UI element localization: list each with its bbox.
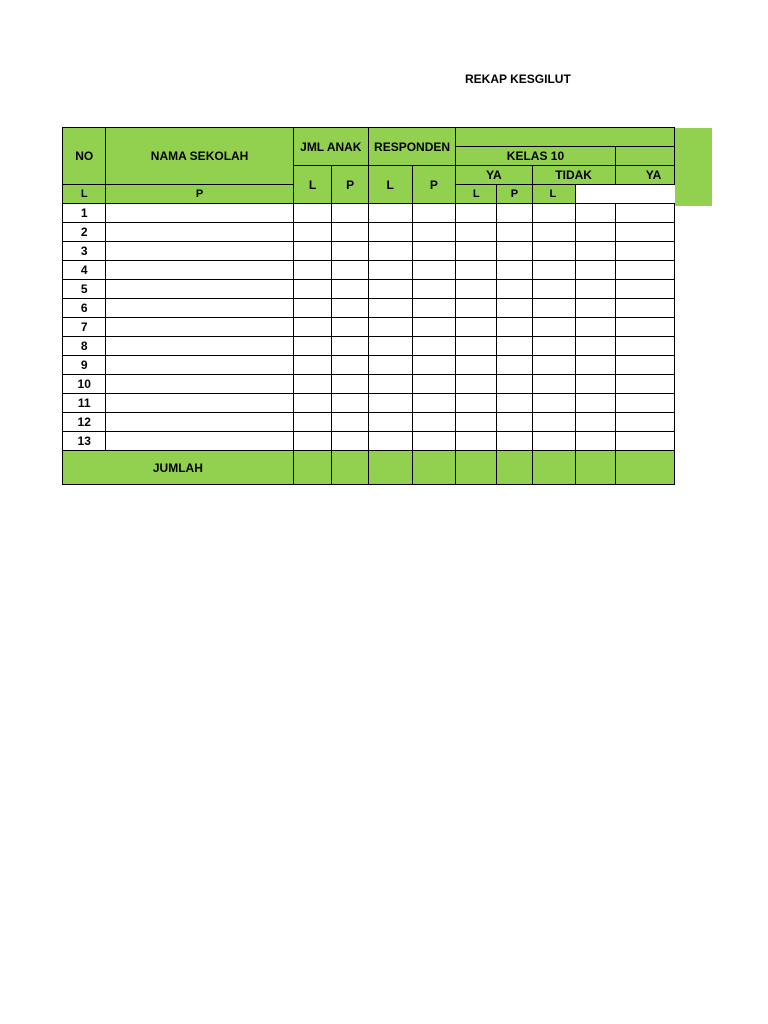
data-cell[interactable] bbox=[497, 337, 532, 356]
data-cell[interactable] bbox=[368, 299, 412, 318]
data-cell[interactable] bbox=[532, 261, 575, 280]
row-number: 10 bbox=[63, 375, 106, 394]
data-cell[interactable] bbox=[368, 261, 412, 280]
table-row bbox=[63, 356, 675, 375]
data-cell[interactable] bbox=[575, 242, 615, 261]
data-cell[interactable] bbox=[332, 242, 369, 261]
row-number: 8 bbox=[63, 337, 106, 356]
footer-cell bbox=[412, 451, 456, 485]
data-cell[interactable] bbox=[456, 280, 497, 299]
row-number: 2 bbox=[63, 223, 106, 242]
data-cell[interactable] bbox=[368, 356, 412, 375]
school-name-cell[interactable] bbox=[106, 413, 293, 432]
data-cell[interactable] bbox=[497, 280, 532, 299]
footer-jumlah: JUMLAH bbox=[63, 451, 294, 485]
data-cell[interactable] bbox=[332, 204, 369, 223]
school-name-cell[interactable] bbox=[106, 337, 293, 356]
data-cell[interactable] bbox=[575, 337, 615, 356]
data-cell[interactable] bbox=[412, 432, 456, 451]
row-number: 12 bbox=[63, 413, 106, 432]
header-responden: RESPONDEN bbox=[368, 128, 455, 166]
data-cell[interactable] bbox=[293, 318, 332, 337]
data-cell[interactable] bbox=[615, 242, 674, 261]
data-cell[interactable] bbox=[332, 432, 369, 451]
data-cell[interactable] bbox=[368, 242, 412, 261]
data-cell[interactable] bbox=[332, 280, 369, 299]
data-cell[interactable] bbox=[368, 204, 412, 223]
header-nama-sekolah: NAMA SEKOLAH bbox=[106, 128, 293, 185]
footer-cell bbox=[293, 451, 332, 485]
row-number: 9 bbox=[63, 356, 106, 375]
table-row bbox=[63, 261, 675, 280]
data-cell[interactable] bbox=[532, 413, 575, 432]
data-cell[interactable] bbox=[575, 204, 615, 223]
footer-cell bbox=[456, 451, 497, 485]
data-cell[interactable] bbox=[497, 394, 532, 413]
data-cell[interactable] bbox=[412, 204, 456, 223]
data-cell[interactable] bbox=[412, 413, 456, 432]
header-ya-l: L bbox=[63, 185, 106, 204]
header-kelas-next bbox=[615, 147, 674, 166]
school-name-cell[interactable] bbox=[106, 261, 293, 280]
data-cell[interactable] bbox=[615, 337, 674, 356]
data-cell[interactable] bbox=[456, 413, 497, 432]
data-cell[interactable] bbox=[368, 280, 412, 299]
data-cell[interactable] bbox=[412, 356, 456, 375]
data-cell[interactable] bbox=[293, 261, 332, 280]
row-number: 4 bbox=[63, 261, 106, 280]
footer-cell bbox=[368, 451, 412, 485]
data-cell[interactable] bbox=[332, 261, 369, 280]
data-cell[interactable] bbox=[615, 432, 674, 451]
school-name-cell[interactable] bbox=[106, 356, 293, 375]
table-row bbox=[63, 394, 675, 413]
table-row bbox=[63, 375, 675, 394]
data-cell[interactable] bbox=[412, 280, 456, 299]
school-name-cell[interactable] bbox=[106, 223, 293, 242]
data-cell[interactable] bbox=[615, 375, 674, 394]
header-jml-anak-p: P bbox=[332, 166, 369, 204]
data-cell[interactable] bbox=[332, 375, 369, 394]
data-cell[interactable] bbox=[497, 242, 532, 261]
data-cell[interactable] bbox=[532, 242, 575, 261]
data-cell[interactable] bbox=[615, 280, 674, 299]
data-cell[interactable] bbox=[497, 204, 532, 223]
sheet-title: REKAP KESGILUT bbox=[465, 72, 571, 86]
table-row bbox=[63, 223, 675, 242]
data-cell[interactable] bbox=[456, 204, 497, 223]
data-cell[interactable] bbox=[293, 394, 332, 413]
data-cell[interactable] bbox=[532, 432, 575, 451]
data-cell[interactable] bbox=[293, 432, 332, 451]
data-cell[interactable] bbox=[368, 413, 412, 432]
table-row bbox=[63, 337, 675, 356]
school-name-cell[interactable] bbox=[106, 299, 293, 318]
data-cell[interactable] bbox=[412, 318, 456, 337]
header-next-l: L bbox=[532, 185, 575, 204]
data-cell[interactable] bbox=[532, 223, 575, 242]
data-cell[interactable] bbox=[332, 394, 369, 413]
table-row bbox=[63, 299, 675, 318]
table-row bbox=[63, 280, 675, 299]
header-jml-anak: JML ANAK bbox=[293, 128, 368, 166]
data-cell[interactable] bbox=[575, 223, 615, 242]
data-cell[interactable] bbox=[497, 318, 532, 337]
data-cell[interactable] bbox=[615, 223, 674, 242]
data-cell[interactable] bbox=[532, 394, 575, 413]
header-ya-next: YA bbox=[615, 166, 674, 185]
table-row bbox=[63, 242, 675, 261]
data-cell[interactable] bbox=[575, 280, 615, 299]
data-cell[interactable] bbox=[293, 299, 332, 318]
school-name-cell[interactable] bbox=[106, 242, 293, 261]
data-cell[interactable] bbox=[412, 375, 456, 394]
row-number: 3 bbox=[63, 242, 106, 261]
data-cell[interactable] bbox=[293, 223, 332, 242]
table-body bbox=[63, 204, 675, 451]
data-cell[interactable] bbox=[615, 299, 674, 318]
data-cell[interactable] bbox=[575, 432, 615, 451]
rekap-table-viewport bbox=[62, 127, 675, 493]
data-cell[interactable] bbox=[532, 280, 575, 299]
footer-cell bbox=[497, 451, 532, 485]
school-name-cell[interactable] bbox=[106, 375, 293, 394]
school-name-cell[interactable] bbox=[106, 204, 293, 223]
data-cell[interactable] bbox=[332, 413, 369, 432]
data-cell[interactable] bbox=[293, 242, 332, 261]
data-cell[interactable] bbox=[532, 337, 575, 356]
footer-cell bbox=[532, 451, 575, 485]
data-cell[interactable] bbox=[615, 261, 674, 280]
school-name-cell[interactable] bbox=[106, 280, 293, 299]
data-cell[interactable] bbox=[293, 280, 332, 299]
header-tidak-p: P bbox=[497, 185, 532, 204]
header-fill-overflow bbox=[675, 128, 712, 206]
data-cell[interactable] bbox=[456, 375, 497, 394]
header-tidak-l: L bbox=[456, 185, 497, 204]
data-cell[interactable] bbox=[456, 261, 497, 280]
data-cell[interactable] bbox=[368, 318, 412, 337]
row-number: 13 bbox=[63, 432, 106, 451]
data-cell[interactable] bbox=[456, 356, 497, 375]
data-cell[interactable] bbox=[456, 318, 497, 337]
data-cell[interactable] bbox=[497, 299, 532, 318]
data-cell[interactable] bbox=[412, 337, 456, 356]
data-cell[interactable] bbox=[412, 261, 456, 280]
data-cell[interactable] bbox=[332, 318, 369, 337]
data-cell[interactable] bbox=[332, 337, 369, 356]
header-jml-anak-l: L bbox=[293, 166, 332, 204]
data-cell[interactable] bbox=[368, 337, 412, 356]
footer-cell bbox=[615, 451, 674, 485]
school-name-cell[interactable] bbox=[106, 394, 293, 413]
row-number: 1 bbox=[63, 204, 106, 223]
data-cell[interactable] bbox=[293, 337, 332, 356]
row-number: 5 bbox=[63, 280, 106, 299]
data-cell[interactable] bbox=[456, 337, 497, 356]
data-cell[interactable] bbox=[368, 375, 412, 394]
data-cell[interactable] bbox=[412, 242, 456, 261]
data-cell[interactable] bbox=[615, 204, 674, 223]
table-row bbox=[63, 204, 675, 223]
data-cell[interactable] bbox=[412, 394, 456, 413]
school-name-cell[interactable] bbox=[106, 318, 293, 337]
data-cell[interactable] bbox=[532, 356, 575, 375]
data-cell[interactable] bbox=[332, 223, 369, 242]
data-cell[interactable] bbox=[575, 413, 615, 432]
data-cell[interactable] bbox=[615, 394, 674, 413]
footer-cell bbox=[575, 451, 615, 485]
table-row bbox=[63, 432, 675, 451]
data-cell[interactable] bbox=[456, 394, 497, 413]
header-no: NO bbox=[63, 128, 106, 185]
school-name-cell[interactable] bbox=[106, 432, 293, 451]
data-cell[interactable] bbox=[497, 432, 532, 451]
data-cell[interactable] bbox=[456, 223, 497, 242]
data-cell[interactable] bbox=[412, 299, 456, 318]
data-cell[interactable] bbox=[532, 299, 575, 318]
data-cell[interactable] bbox=[532, 204, 575, 223]
data-cell[interactable] bbox=[575, 261, 615, 280]
data-cell[interactable] bbox=[456, 242, 497, 261]
data-cell[interactable] bbox=[575, 375, 615, 394]
data-cell[interactable] bbox=[575, 318, 615, 337]
table-row bbox=[63, 318, 675, 337]
header-group-blank bbox=[456, 128, 675, 147]
data-cell[interactable] bbox=[575, 299, 615, 318]
data-cell[interactable] bbox=[332, 299, 369, 318]
footer-cell bbox=[332, 451, 369, 485]
data-cell[interactable] bbox=[293, 375, 332, 394]
data-cell[interactable] bbox=[368, 394, 412, 413]
header-responden-l: L bbox=[368, 166, 412, 204]
row-number: 7 bbox=[63, 318, 106, 337]
header-responden-p: P bbox=[412, 166, 456, 204]
data-cell[interactable] bbox=[575, 356, 615, 375]
data-cell[interactable] bbox=[332, 356, 369, 375]
row-number: 6 bbox=[63, 299, 106, 318]
data-cell[interactable] bbox=[456, 432, 497, 451]
header-kelas-10: KELAS 10 bbox=[456, 147, 616, 166]
data-cell[interactable] bbox=[497, 375, 532, 394]
data-cell[interactable] bbox=[368, 223, 412, 242]
data-cell[interactable] bbox=[456, 299, 497, 318]
data-cell[interactable] bbox=[293, 356, 332, 375]
data-cell[interactable] bbox=[368, 432, 412, 451]
data-cell[interactable] bbox=[293, 413, 332, 432]
data-cell[interactable] bbox=[497, 261, 532, 280]
data-cell[interactable] bbox=[497, 356, 532, 375]
row-number: 11 bbox=[63, 394, 106, 413]
table-row bbox=[63, 413, 675, 432]
header-ya-p: P bbox=[106, 185, 293, 204]
data-cell[interactable] bbox=[412, 223, 456, 242]
data-cell[interactable] bbox=[293, 204, 332, 223]
data-cell[interactable] bbox=[497, 223, 532, 242]
data-cell[interactable] bbox=[532, 318, 575, 337]
data-cell[interactable] bbox=[497, 413, 532, 432]
data-cell[interactable] bbox=[615, 356, 674, 375]
rekap-table bbox=[62, 127, 675, 485]
header-ya: YA bbox=[456, 166, 532, 185]
data-cell[interactable] bbox=[532, 375, 575, 394]
header-tidak: TIDAK bbox=[532, 166, 615, 185]
data-cell[interactable] bbox=[615, 413, 674, 432]
data-cell[interactable] bbox=[575, 394, 615, 413]
data-cell[interactable] bbox=[615, 318, 674, 337]
